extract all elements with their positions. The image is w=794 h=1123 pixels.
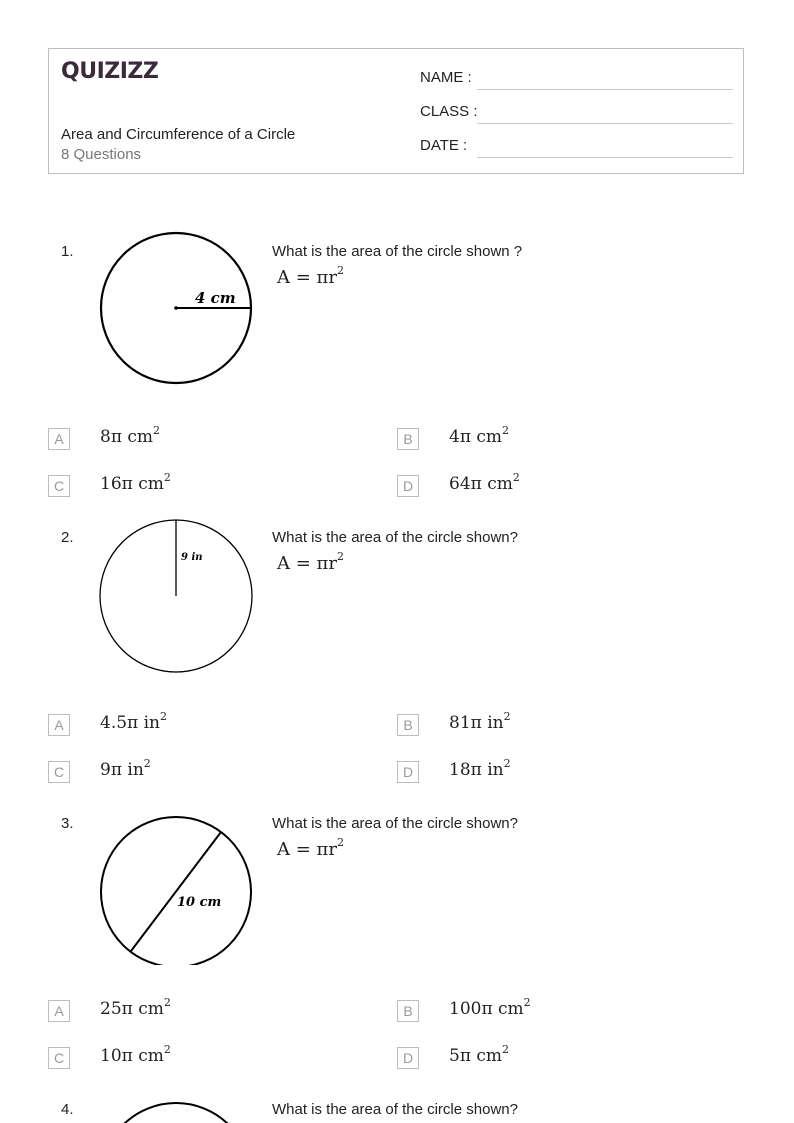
date-line[interactable] [477,157,733,158]
date-label: DATE : [420,137,468,154]
diameter-label: 10 cm [177,895,222,910]
question-number: 2. [61,529,74,546]
circle-radius-figure [95,231,257,393]
circle-diameter-figure [95,803,257,965]
question-number: 3. [61,815,74,832]
option-value: 100π $cm^2$ [449,996,531,1019]
radius-label: 4 cm [195,289,236,307]
question-text: What is the area of the circle shown? [272,529,518,546]
worksheet-header [48,48,744,174]
option-value: 18π $in^2$ [449,757,511,780]
diameter-line [131,832,221,951]
question-number: 4. [61,1101,74,1118]
option-value: 4.5π $in^2$ [100,710,167,733]
option-value: 9π $in^2$ [100,757,151,780]
class-label: CLASS : [420,103,478,120]
question-number: 1. [61,243,74,260]
option-value: 16π $cm^2$ [100,471,171,494]
quizizz-logo: QUIZIZZ [61,59,159,84]
class-line[interactable] [477,123,733,124]
name-label: NAME : [420,69,472,86]
circle-radius-figure [95,519,257,681]
center-point [174,306,178,310]
option-value: 8π $cm^2$ [100,424,161,447]
option-value: 25π $cm^2$ [100,996,171,1019]
option-value: 64π $cm^2$ [449,471,520,494]
worksheet-title: Area and Circumference of a Circle [61,126,296,143]
option-value: 5π $cm^2$ [449,1043,510,1066]
question-text: What is the area of the circle shown? [272,815,518,832]
circle-figure [95,1101,257,1123]
question-count: 8 Questions [61,146,142,163]
question-text: What is the area of the circle shown ? [272,243,523,260]
area-formula: $A = \pi r^2$ [277,836,344,860]
radius-label: 9 in [181,552,203,563]
option-value: 4π $cm^2$ [449,424,510,447]
question-text: What is the area of the circle shown? [272,1101,518,1118]
circle-outline [101,1103,251,1123]
name-line[interactable] [477,89,733,90]
area-formula: $A = \pi r^2$ [277,264,344,288]
option-value: 81π $in^2$ [449,710,511,733]
option-value: 10π $cm^2$ [100,1043,171,1066]
area-formula: $A = \pi r^2$ [277,550,344,574]
